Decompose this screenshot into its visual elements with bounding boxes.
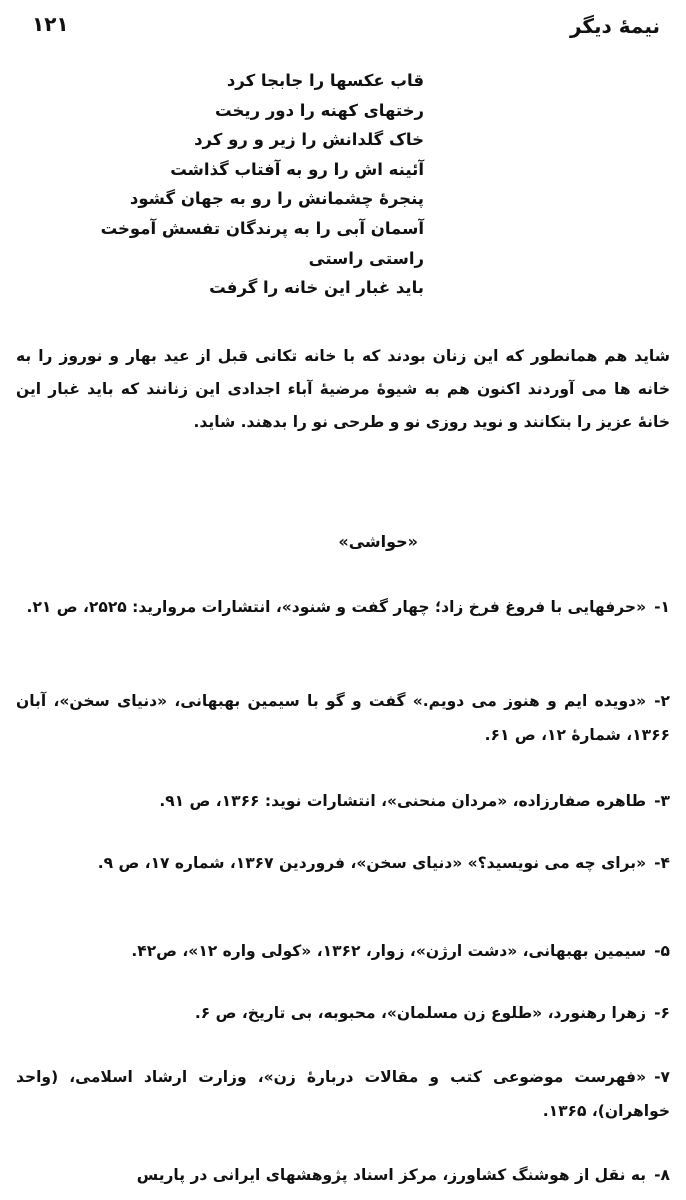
page-number: ۱۲۱ bbox=[32, 12, 69, 36]
note-text: «فهرست موضوعی کتب و مقالات دربارهٔ زن»، وزارت ارشاد اسلامی، (واحد خواهران)، ۱۳۶۵. bbox=[16, 1068, 670, 1120]
note-number: ۱- bbox=[654, 598, 670, 616]
note-number: ۲- bbox=[654, 692, 670, 710]
note-number: ۳- bbox=[654, 792, 670, 810]
note-item bbox=[16, 996, 670, 1030]
prose-paragraph: شاید هم همانطور که این زنان بودند که با خانه تکانی قبل از عید بهار و نوروز را به خانه ها می آوردند اکنون هم به شیوهٔ مرضیهٔ آباء اجدادی این زنانند که باید غبار این خانهٔ عزیز را بتکانند و نوید روزی نو و طرحی نو را بدهند. شاید. bbox=[16, 347, 670, 431]
note-text: سیمین بهبهانی، «دشت ارژن»، زوار، ۱۳۶۲، «کولی واره ۱۲»، ص۴۲. bbox=[131, 942, 647, 960]
note-number: ۸- bbox=[654, 1166, 670, 1184]
notes-heading: «حواشی» bbox=[338, 532, 418, 551]
note-number: ۶- bbox=[654, 1004, 670, 1022]
note-text: «دویده ایم و هنوز می دویم.» گفت و گو با سیمین بهبهانی، «دنیای سخن»، آبان ۱۳۶۶، شمارهٔ ۱۲، ص ۶۱. bbox=[16, 692, 670, 744]
note-number: ۷- bbox=[654, 1068, 670, 1086]
note-item bbox=[16, 684, 670, 752]
note-number: ۵- bbox=[654, 942, 670, 960]
poem-line: باید غبار این خانه را گرفت bbox=[209, 278, 424, 298]
note-text: طاهره صفارزاده، «مردان منحنی»، انتشارات نوید: ۱۳۶۶، ص ۹۱. bbox=[159, 792, 647, 810]
poem bbox=[24, 66, 424, 303]
poem-line: راستی راستی bbox=[308, 248, 424, 268]
note-text: زهرا رهنورد، «طلوع زن مسلمان»، محبوبه، بی تاریخ، ص ۶. bbox=[194, 1004, 647, 1022]
poem-line: خاک گلدانش را زیر و رو کرد bbox=[194, 130, 424, 150]
note-item bbox=[16, 1060, 670, 1128]
note-text: «برای چه می نویسید؟» «دنیای سخن»، فروردین ۱۳۶۷، شماره ۱۷، ص ۹. bbox=[97, 854, 647, 872]
running-title: نیمهٔ دیگر bbox=[569, 14, 660, 38]
note-item bbox=[16, 846, 670, 880]
poem-line: رختهای کهنه را دور ریخت bbox=[215, 100, 424, 120]
poem-line: پنجرهٔ چشمانش را رو به جهان گشود bbox=[129, 189, 424, 209]
note-number: ۴- bbox=[654, 854, 670, 872]
poem-line: آئینه اش را رو به آفتاب گذاشت bbox=[170, 159, 424, 179]
note-text: «حرفهایی با فروغ فرخ زاد؛ چهار گفت و شنود»، انتشارات مروارید: ۲۵۲۵، ص ۲۱. bbox=[26, 598, 647, 616]
note-item bbox=[16, 784, 670, 818]
note-item bbox=[16, 1158, 670, 1192]
poem-line: قاب عکسها را جابجا کرد bbox=[226, 71, 424, 90]
note-item bbox=[16, 934, 670, 968]
note-text: به نقل از هوشنگ کشاورز، مرکز اسناد پژوهشهای ایرانی در پاریس bbox=[136, 1166, 647, 1184]
note-item bbox=[16, 590, 670, 624]
poem-line: آسمان آبی را به پرندگان تفسش آموخت bbox=[100, 218, 424, 238]
